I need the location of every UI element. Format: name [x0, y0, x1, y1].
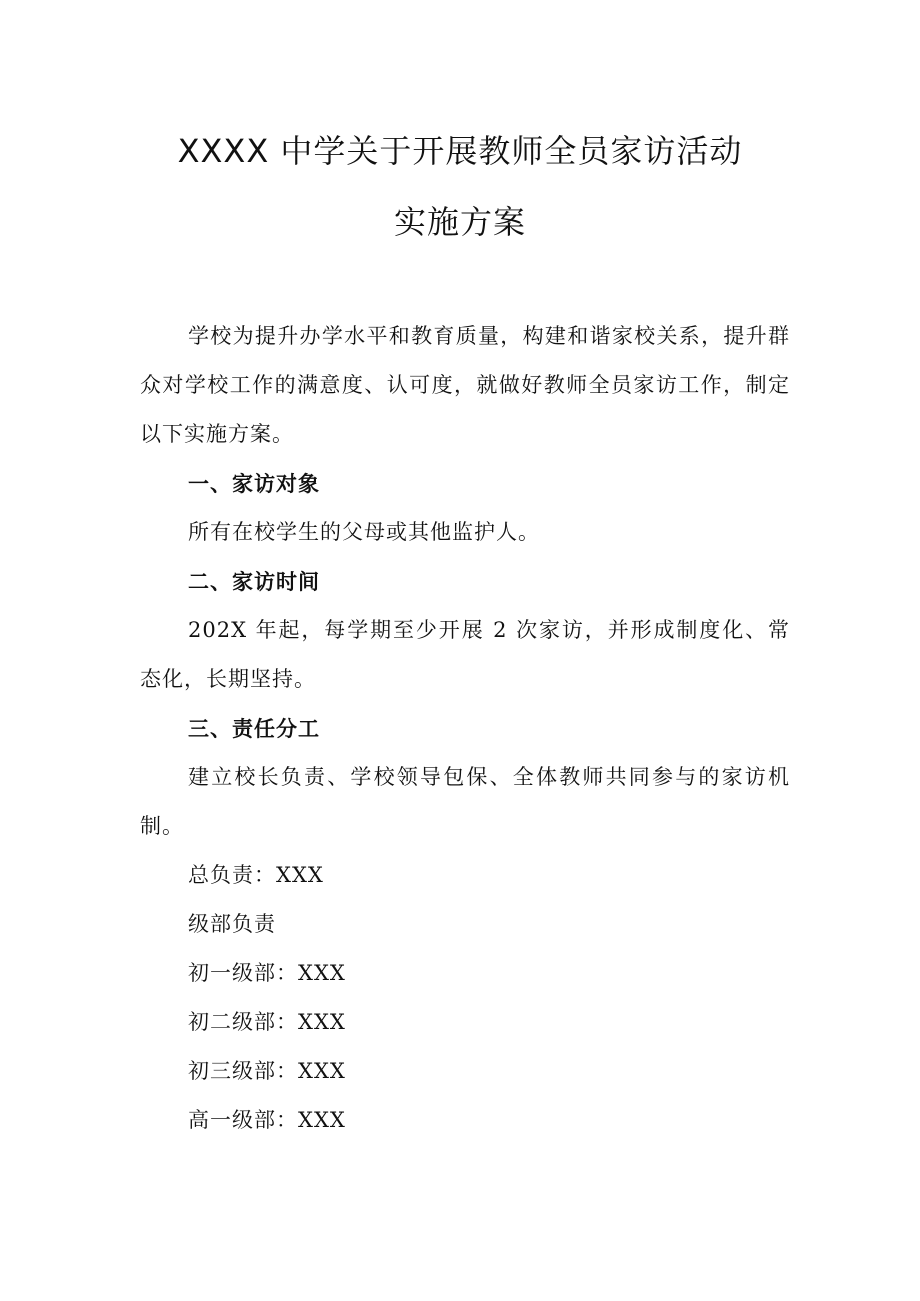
grade-leads-heading: 级部负责 [188, 912, 276, 936]
document-body [140, 312, 790, 1145]
document-subtitle: 实施方案 [393, 203, 526, 241]
section-heading-responsibility: 三、责任分工 [188, 716, 320, 741]
grade10-lead-line: 高一级部：XXX [188, 1108, 346, 1132]
visit-time-text: 202X 年起，每学期至少开展 2 次家访，并形成制度化、常态化，长期坚持。 [140, 618, 790, 691]
document-title: XXXX 中学关于开展教师全员家访活动 [177, 132, 743, 170]
intro-paragraph: 学校为提升办学水平和教育质量，构建和谐家校关系，提升群众对学校工作的满意度、认可度，就做好教师全员家访工作，制定以下实施方案。 [140, 324, 790, 446]
grade8-lead-line: 初二级部：XXX [188, 1010, 346, 1034]
section-heading-visit-time: 二、家访时间 [188, 569, 320, 594]
grade9-lead-line: 初三级部：XXX [188, 1059, 346, 1083]
responsibility-text: 建立校长负责、学校领导包保、全体教师共同参与的家访机制。 [140, 765, 790, 838]
grade7-lead-line: 初一级部：XXX [188, 961, 346, 985]
general-lead-line: 总负责：XXX [188, 863, 324, 887]
section-heading-visit-target: 一、家访对象 [188, 471, 320, 496]
visit-target-text: 所有在校学生的父母或其他监护人。 [188, 520, 540, 544]
